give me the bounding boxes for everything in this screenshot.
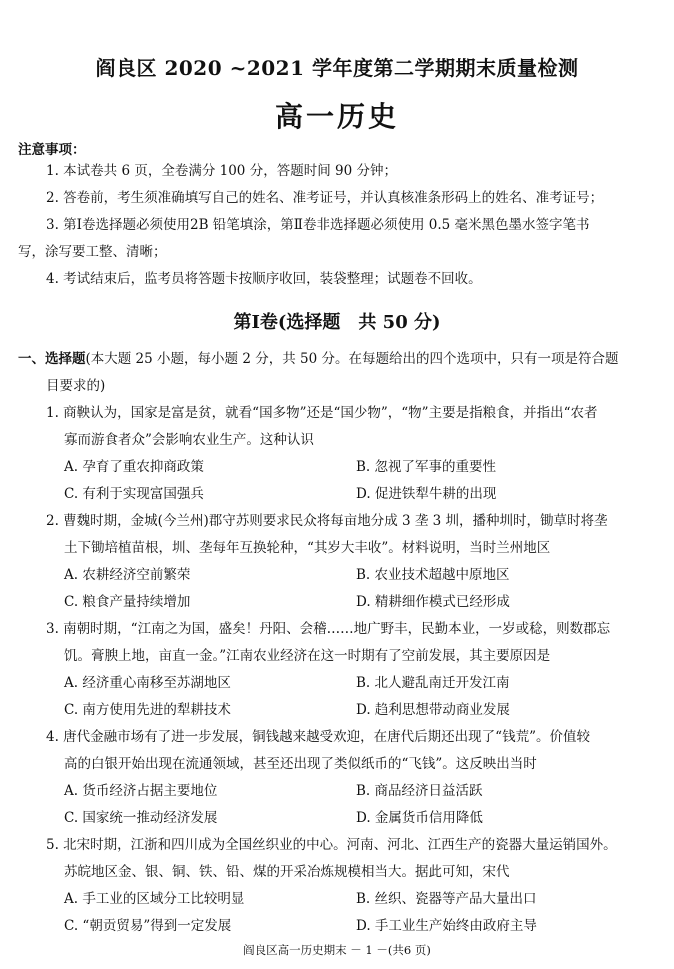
notice-text: 4. 考试结束后，监考员将答题卡按顺序收回，装袋整理；试题卷不回收。: [46, 271, 482, 287]
question-stem-cont: 土下锄培植苗根，圳、垄每年互换轮种，“其岁大丰收”。材料说明，当时兰州地区: [64, 540, 551, 556]
option-d: D. 精耕细作模式已经形成: [356, 594, 510, 610]
part-intro: [18, 346, 663, 400]
option-d: D. 促进铁犁牛耕的出现: [356, 486, 497, 502]
option-row: [64, 886, 644, 913]
notice-item-3: [18, 212, 658, 239]
option-row: [64, 670, 644, 697]
option-d: D. 手工业生产始终由政府主导: [356, 918, 537, 934]
question-2: [46, 508, 661, 562]
part-lead: 一、选择题: [18, 351, 86, 367]
option-row: [64, 697, 644, 724]
notice-text: 3. 第Ⅰ卷选择题必须使用2B 铅笔填涂，第Ⅱ卷非选择题必须使用 0.5 毫米黑色墨水签字笔书: [46, 217, 590, 233]
option-row: [64, 454, 644, 481]
option-b: B. 农业技术超越中原地区: [356, 567, 510, 583]
part-text-cont: 目要求的): [46, 378, 106, 394]
question-4: [46, 724, 661, 778]
section-title: 第Ⅰ卷(选择题 共 50 分): [233, 312, 441, 333]
option-a: A. 货币经济占据主要地位: [64, 783, 218, 799]
subject-title: 高一历史: [274, 100, 399, 133]
question-stem: 2. 曹魏时期，金城(今兰州)郡守苏则要求民众将每亩地分成 3 垄 3 圳，播种圳时，锄草时将垄: [46, 513, 608, 529]
option-b: B. 忽视了军事的重要性: [356, 459, 497, 475]
notice-item-1: [18, 158, 658, 185]
option-a: A. 经济重心南移至苏湖地区: [64, 675, 231, 691]
question-3: [46, 616, 661, 670]
option-row: [64, 805, 644, 832]
option-d: D. 金属货币信用降低: [356, 810, 483, 826]
option-c: C. 有利于实现富国强兵: [64, 486, 204, 502]
option-c: C. 南方使用先进的犁耕技术: [64, 702, 231, 718]
notice-text: 写，涂写要工整、清晰；: [18, 244, 167, 260]
question-stem: 1. 商鞅认为，国家是富是贫，就看“国多物”还是“国少物”，“物”主要是指粮食，并指出“农者: [46, 405, 598, 421]
question-stem: 3. 南朝时期，“江南之为国，盛矣！丹阳、会稽……地广野丰，民勤本业，一岁或稔，则数郡忘: [46, 621, 611, 637]
option-a: A. 农耕经济空前繁荣: [64, 567, 191, 583]
notice-item-3-cont: [18, 239, 658, 266]
option-b: B. 北人避乱南迁开发江南: [356, 675, 510, 691]
question-1: [46, 400, 661, 454]
option-row: [64, 589, 644, 616]
option-c: C. “朝贡贸易”得到一定发展: [64, 918, 232, 934]
question-stem-cont: 饥。膏腴上地，亩直一金。”江南农业经济在这一时期有了空前发展，其主要原因是: [64, 648, 551, 664]
question-stem: 5. 北宋时期，江浙和四川成为全国丝织业的中心。河南、河北、江西生产的瓷器大量运销国外。: [46, 837, 617, 853]
question-stem-cont: 寡而游食者众”会影响农业生产。这种认识: [64, 432, 314, 448]
notice-text: 1. 本试卷共 6 页，全卷满分 100 分，答题时间 90 分钟；: [46, 163, 397, 179]
option-c: C. 粮食产量持续增加: [64, 594, 191, 610]
option-row: [64, 913, 644, 940]
notice-heading: 注意事项：: [18, 142, 86, 158]
notice-item-4: [18, 266, 658, 293]
option-row: [64, 778, 644, 805]
notice-text: 2. 答卷前，考生须准确填写自己的姓名、准考证号，并认真核准条形码上的姓名、准考证号；: [46, 190, 604, 206]
option-b: B. 丝织、瓷器等产品大量出口: [356, 891, 537, 907]
notice-item-2: [18, 185, 658, 212]
question-stem-cont: 苏皖地区金、银、铜、铁、铅、煤的开采冶炼规模相当大。据此可知，宋代: [64, 864, 510, 880]
page-footer: 阎良区高一历史期末 － 1 －(共6 页): [243, 943, 431, 957]
exam-title: 阎良区 2020 ~2021 学年度第二学期期末质量检测: [95, 56, 579, 80]
option-d: D. 趋利思想带动商业发展: [356, 702, 510, 718]
option-a: A. 孕育了重农抑商政策: [64, 459, 204, 475]
question-stem: 4. 唐代金融市场有了进一步发展，铜钱越来越受欢迎，在唐代后期还出现了“钱荒”。价值较: [46, 729, 590, 745]
question-stem-cont: 高的白银开始出现在流通领域，甚至还出现了类似纸币的“飞钱”。这反映出当时: [64, 756, 537, 772]
option-row: [64, 481, 644, 508]
option-b: B. 商品经济日益活跃: [356, 783, 483, 799]
option-c: C. 国家统一推动经济发展: [64, 810, 218, 826]
option-row: [64, 562, 644, 589]
question-5: [46, 832, 661, 886]
option-a: A. 手工业的区域分工比较明显: [64, 891, 245, 907]
part-text: (本大题 25 小题，每小题 2 分，共 50 分。在每题给出的四个选项中，只有一项是符合题: [85, 351, 619, 367]
